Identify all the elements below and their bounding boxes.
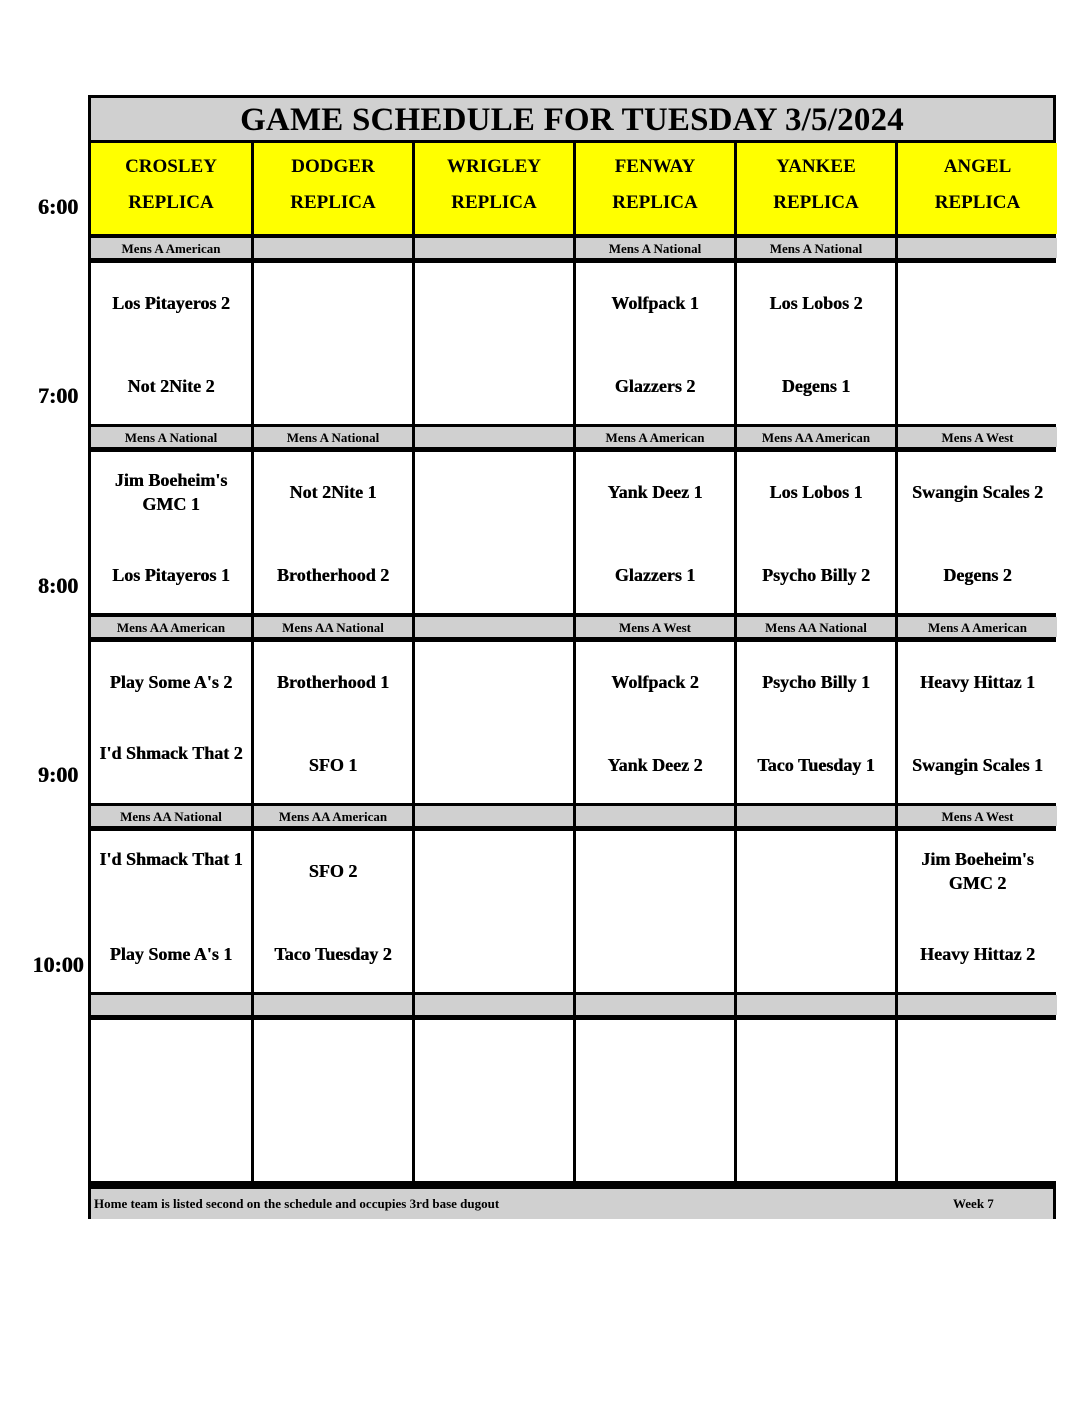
home-team: I'd Shmack That 2 [99, 743, 243, 763]
division-label: Mens A American [576, 427, 734, 447]
field-subtitle: REPLICA [128, 192, 214, 213]
division-label: Mens AA National [91, 806, 251, 826]
field-subtitle: REPLICA [612, 192, 698, 213]
field-name: YANKEE [776, 156, 856, 177]
game-cell [737, 452, 895, 613]
home-team: Taco Tuesday 2 [274, 944, 392, 964]
game-cell [898, 263, 1057, 424]
away-team: Yank Deez 1 [607, 482, 703, 502]
home-team: Heavy Hittaz 2 [920, 944, 1035, 964]
home-team-note: Home team is listed second on the schedule and occupies 3rd base dugout [94, 1196, 500, 1211]
time-label: 10:00 [32, 952, 84, 977]
schedule-sheet [88, 95, 1056, 1219]
field-name: DODGER [291, 156, 375, 177]
division-label [91, 995, 251, 1015]
field-header-angel [898, 143, 1057, 234]
home-team: Play Some A's 1 [109, 944, 233, 964]
away-team: Los Lobos 2 [769, 293, 863, 313]
game-cell [737, 263, 895, 424]
away-team: Wolfpack 1 [611, 293, 699, 313]
time-label: 7:00 [37, 383, 79, 408]
schedule-title: GAME SCHEDULE FOR TUESDAY 3/5/2024 [91, 98, 1053, 140]
division-label [254, 238, 412, 258]
home-team: Los Pitayeros 1 [112, 565, 230, 585]
away-team: Los Lobos 1 [769, 482, 863, 502]
field-subtitle: REPLICA [773, 192, 859, 213]
away-team: Play Some A's 2 [109, 672, 233, 692]
division-label [576, 995, 734, 1015]
game-cell [576, 642, 734, 803]
game-cell [576, 452, 734, 613]
schedule-footer [91, 1189, 1053, 1219]
division-label [415, 806, 573, 826]
field-subtitle: REPLICA [290, 192, 376, 213]
time-label: 8:00 [37, 573, 79, 598]
game-cell [415, 452, 573, 613]
division-label [898, 238, 1057, 258]
game-cell [91, 831, 251, 992]
home-team: Degens 1 [781, 376, 851, 396]
game-cell [91, 452, 251, 613]
division-label [415, 427, 573, 447]
game-cell [898, 452, 1057, 613]
away-team: Wolfpack 2 [611, 672, 699, 692]
game-cell [415, 263, 573, 424]
division-label [254, 995, 412, 1015]
division-label: Mens A National [576, 238, 734, 258]
game-cell [415, 831, 573, 992]
time-label: 6:00 [37, 194, 79, 219]
game-cell [898, 642, 1057, 803]
division-label: Mens A West [898, 427, 1057, 447]
away-team: Swangin Scales 2 [911, 482, 1044, 502]
field-header-dodger [254, 143, 412, 234]
field-name: CROSLEY [125, 156, 217, 177]
week-label: Week 7 [953, 1196, 994, 1211]
game-cell [254, 831, 412, 992]
division-label [415, 995, 573, 1015]
game-cell [576, 831, 734, 992]
game-cell [898, 1020, 1057, 1181]
home-team: Taco Tuesday 1 [757, 755, 875, 775]
game-cell [254, 642, 412, 803]
game-cell [576, 1020, 734, 1181]
field-subtitle: REPLICA [934, 192, 1021, 213]
division-label: Mens AA American [254, 806, 412, 826]
division-label [737, 806, 895, 826]
game-cell [576, 263, 734, 424]
division-label: Mens A National [737, 238, 895, 258]
home-team: Yank Deez 2 [607, 755, 703, 775]
division-label: Mens A West [576, 617, 734, 637]
game-cell [91, 642, 251, 803]
away-team: I'd Shmack That 1 [99, 849, 243, 869]
game-cell [91, 1020, 251, 1181]
home-team: Swangin Scales 1 [911, 755, 1044, 775]
home-team: Degens 2 [943, 565, 1012, 585]
division-label [576, 806, 734, 826]
game-cell [415, 1020, 573, 1181]
game-cell [737, 642, 895, 803]
away-team: Jim Boeheim's GMC 2 [921, 849, 1034, 893]
field-header-crosley [91, 143, 251, 234]
time-column [0, 0, 88, 1408]
division-label: Mens A American [91, 238, 251, 258]
division-label [415, 238, 573, 258]
division-label: Mens A National [91, 427, 251, 447]
division-label [737, 995, 895, 1015]
away-team: Not 2Nite 1 [289, 482, 377, 502]
game-cell [415, 642, 573, 803]
division-label: Mens A National [254, 427, 412, 447]
away-team: Los Pitayeros 2 [112, 293, 230, 313]
division-label: Mens AA American [737, 427, 895, 447]
game-cell [737, 831, 895, 992]
home-team: Glazzers 2 [614, 376, 696, 396]
home-team: Brotherhood 2 [276, 565, 390, 585]
division-label: Mens AA American [91, 617, 251, 637]
field-subtitle: REPLICA [451, 192, 537, 213]
division-label: Mens AA National [737, 617, 895, 637]
field-name: WRIGLEY [447, 156, 541, 177]
away-team: Heavy Hittaz 1 [920, 672, 1035, 692]
field-name: ANGEL [943, 156, 1012, 177]
away-team: SFO 2 [308, 861, 358, 881]
division-label [415, 617, 573, 637]
game-cell [254, 263, 412, 424]
game-cell [254, 1020, 412, 1181]
time-label: 9:00 [37, 762, 79, 787]
away-team: Brotherhood 1 [276, 672, 390, 692]
division-label: Mens A American [898, 617, 1057, 637]
division-label: Mens A West [898, 806, 1057, 826]
field-name: FENWAY [614, 156, 696, 177]
division-label: Mens AA National [254, 617, 412, 637]
game-cell [91, 263, 251, 424]
away-team: Jim Boeheim's GMC 1 [114, 470, 228, 514]
division-label [898, 995, 1057, 1015]
home-team: SFO 1 [308, 755, 358, 775]
field-header-fenway [576, 143, 734, 234]
game-cell [898, 831, 1057, 992]
game-cell [254, 452, 412, 613]
game-cell [737, 1020, 895, 1181]
home-team: Not 2Nite 2 [127, 376, 215, 396]
away-team: Psycho Billy 1 [761, 672, 870, 692]
field-header-yankee [737, 143, 895, 234]
home-team: Psycho Billy 2 [761, 565, 870, 585]
home-team: Glazzers 1 [614, 565, 696, 585]
field-header-wrigley [415, 143, 573, 234]
